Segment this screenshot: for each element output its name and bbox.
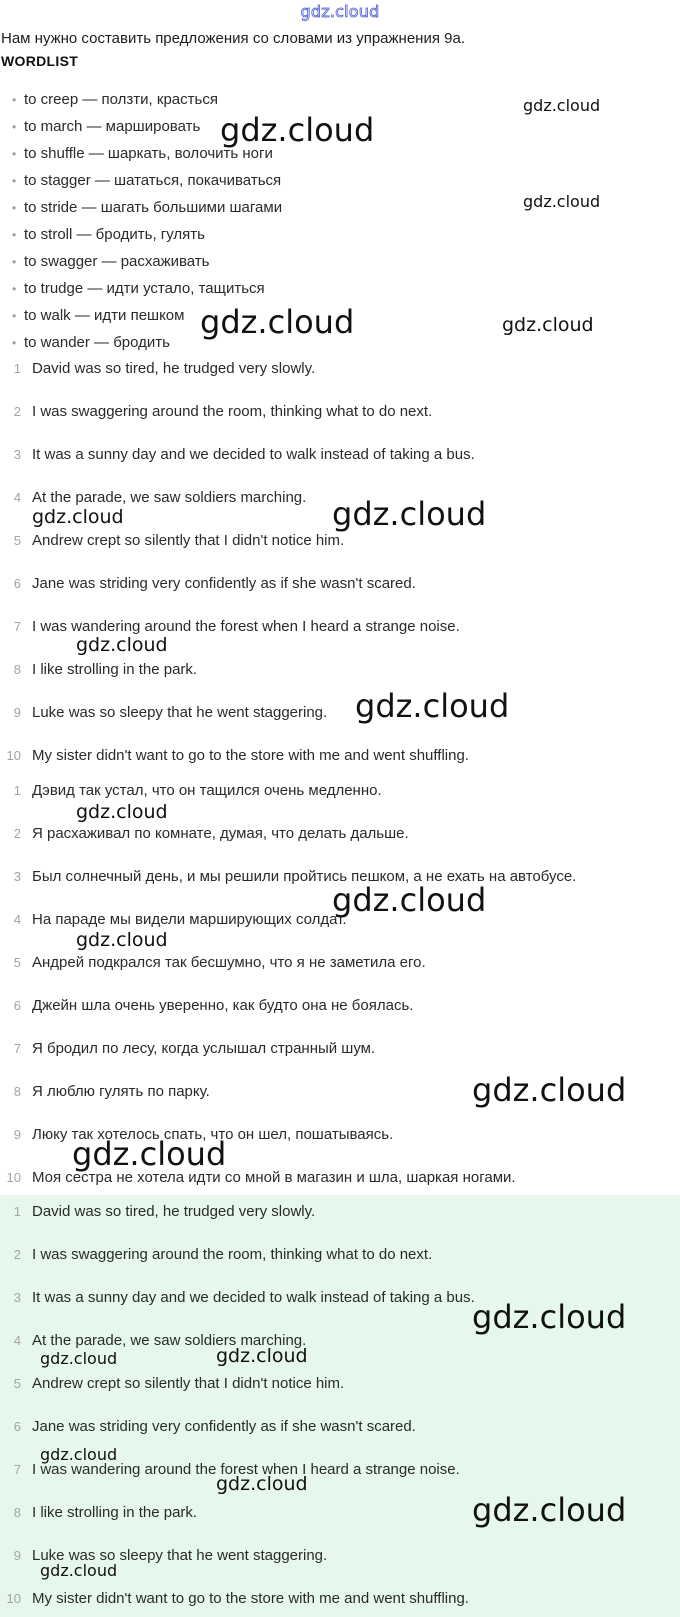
wordlist-item: • to shuffle — шаркать, волочить ноги <box>12 145 273 162</box>
sentence-number: 5 <box>13 533 21 548</box>
watermark: gdz.cloud <box>523 96 601 115</box>
sentence-number: 9 <box>13 705 21 720</box>
sentence-number: 1 <box>13 783 21 798</box>
watermark: gdz.cloud <box>355 687 510 725</box>
sentence-text: At the parade, we saw soldiers marching. <box>32 489 307 506</box>
watermark: gdz.cloud <box>40 1561 118 1580</box>
sentence-number: 6 <box>13 1419 21 1434</box>
bullet-icon: • <box>12 93 17 107</box>
watermark: gdz.cloud <box>472 1071 627 1109</box>
bullet-icon: • <box>12 228 17 242</box>
sentence-text: David was so tired, he trudged very slowly. <box>32 360 316 377</box>
sentence-number: 7 <box>13 1041 21 1056</box>
sentence-number: 4 <box>13 1333 21 1348</box>
sentence-text: I was swaggering around the room, thinking what to do next. <box>32 403 433 420</box>
wordlist-item: • to stroll — бродить, гулять <box>12 226 205 243</box>
sentence-number: 6 <box>13 998 21 1013</box>
bullet-icon: • <box>12 309 17 323</box>
bullet-icon: • <box>12 201 17 215</box>
sentence-number: 4 <box>13 490 21 505</box>
sentence-number: 8 <box>13 1084 21 1099</box>
sentence-text: I was wandering around the forest when I heard a strange noise. <box>32 618 460 635</box>
watermark: gdz.cloud <box>523 192 601 211</box>
sentence-number: 3 <box>13 447 21 462</box>
watermark: gdz.cloud <box>76 929 168 951</box>
sentence-number: 7 <box>13 1462 21 1477</box>
translation-text: Джейн шла очень уверенно, как будто она не боялась. <box>32 997 414 1014</box>
translation-text: Дэвид так устал, что он тащился очень медленно. <box>32 782 382 799</box>
watermark: gdz.cloud <box>76 801 168 823</box>
watermark: gdz.cloud <box>72 1135 227 1173</box>
watermark: gdz.cloud <box>502 314 594 336</box>
sentence-number: 8 <box>13 662 21 677</box>
translation-text: Моя сестра не хотела идти со мной в магазин и шла, шаркая ногами. <box>32 1169 516 1186</box>
sentence-number: 10 <box>6 1591 21 1606</box>
sentence-number: 7 <box>13 619 21 634</box>
sentence-number: 9 <box>13 1548 21 1563</box>
bullet-icon: • <box>12 255 17 269</box>
sentence-text: I like strolling in the park. <box>32 661 198 678</box>
watermark: gdz.cloud <box>76 634 168 656</box>
wordlist-item: • to creep — ползти, красться <box>12 91 218 108</box>
answer-text: I was wandering around the forest when I heard a strange noise. <box>32 1461 460 1478</box>
wordlist-item: • to walk — идти пешком <box>12 307 185 324</box>
answer-text: I like strolling in the park. <box>32 1504 198 1521</box>
sentence-text: Jane was striding very confidently as if she wasn't scared. <box>32 575 416 592</box>
answer-text: It was a sunny day and we decided to walk instead of taking a bus. <box>32 1289 475 1306</box>
sentence-text: My sister didn't want to go to the store with me and went shuffling. <box>32 747 469 764</box>
wordlist-item: • to stride — шагать большими шагами <box>12 199 283 216</box>
wordlist-item: • to trudge — идти устало, тащиться <box>12 280 265 297</box>
wordlist-item: • to wander — бродить <box>12 334 170 351</box>
translation-text: Я бродил по лесу, когда услышал странный шум. <box>32 1040 376 1057</box>
bullet-icon: • <box>12 147 17 161</box>
wordlist-item: • to march — маршировать <box>12 118 201 135</box>
answer-text: Jane was striding very confidently as if she wasn't scared. <box>32 1418 416 1435</box>
answer-text: At the parade, we saw soldiers marching. <box>32 1332 307 1349</box>
watermark: gdz.cloud <box>472 1491 627 1529</box>
wordlist-item: • to stagger — шататься, покачиваться <box>12 172 282 189</box>
bullet-icon: • <box>12 174 17 188</box>
translation-text: Я люблю гулять по парку. <box>32 1083 210 1100</box>
sentence-number: 3 <box>13 869 21 884</box>
wordlist-item: • to swagger — расхаживать <box>12 253 210 270</box>
site-logo[interactable]: gdz.cloud <box>300 2 380 21</box>
sentence-number: 3 <box>13 1290 21 1305</box>
watermark: gdz.cloud <box>220 111 375 149</box>
watermark: gdz.cloud <box>200 303 355 341</box>
answer-text: Andrew crept so silently that I didn't notice him. <box>32 1375 345 1392</box>
sentence-number: 10 <box>6 1170 21 1185</box>
bullet-icon: • <box>12 120 17 134</box>
translation-text: На параде мы видели марширующих солдат. <box>32 911 347 928</box>
sentence-number: 2 <box>13 826 21 841</box>
translation-text: Был солнечный день, и мы решили пройтись пешком, а не ехать на автобусе. <box>32 868 577 885</box>
sentence-number: 10 <box>6 748 21 763</box>
answer-text: My sister didn't want to go to the store with me and went shuffling. <box>32 1590 469 1607</box>
sentence-number: 2 <box>13 404 21 419</box>
watermark: gdz.cloud <box>332 495 487 533</box>
answer-text: David was so tired, he trudged very slowly. <box>32 1203 316 1220</box>
watermark: gdz.cloud <box>332 881 487 919</box>
sentence-number: 4 <box>13 912 21 927</box>
watermark: gdz.cloud <box>32 506 124 528</box>
sentence-text: Andrew crept so silently that I didn't notice him. <box>32 532 345 549</box>
answer-text: Luke was so sleepy that he went staggering. <box>32 1547 328 1564</box>
intro-text: Нам нужно составить предложения со словами из упражнения 9a. <box>1 30 465 47</box>
watermark: gdz.cloud <box>216 1345 308 1367</box>
sentence-number: 6 <box>13 576 21 591</box>
bullet-icon: • <box>12 282 17 296</box>
watermark: gdz.cloud <box>472 1298 627 1336</box>
sentence-number: 5 <box>13 1376 21 1391</box>
sentence-number: 5 <box>13 955 21 970</box>
answer-text: I was swaggering around the room, thinking what to do next. <box>32 1246 433 1263</box>
translation-text: Люку так хотелось спать, что он шел, пошатываясь. <box>32 1126 394 1143</box>
sentence-number: 2 <box>13 1247 21 1262</box>
translation-text: Андрей подкрался так бесшумно, что я не заметила его. <box>32 954 426 971</box>
sentence-number: 9 <box>13 1127 21 1142</box>
translation-text: Я расхаживал по комнате, думая, что делать дальше. <box>32 825 409 842</box>
sentence-text: It was a sunny day and we decided to walk instead of taking a bus. <box>32 446 475 463</box>
sentence-number: 1 <box>13 361 21 376</box>
wordlist-heading: WORDLIST <box>1 53 79 69</box>
watermark: gdz.cloud <box>40 1349 118 1368</box>
bullet-icon: • <box>12 336 17 350</box>
watermark: gdz.cloud <box>216 1473 308 1495</box>
sentence-number: 8 <box>13 1505 21 1520</box>
sentence-number: 1 <box>13 1204 21 1219</box>
watermark: gdz.cloud <box>40 1445 118 1464</box>
sentence-text: Luke was so sleepy that he went staggering. <box>32 704 328 721</box>
